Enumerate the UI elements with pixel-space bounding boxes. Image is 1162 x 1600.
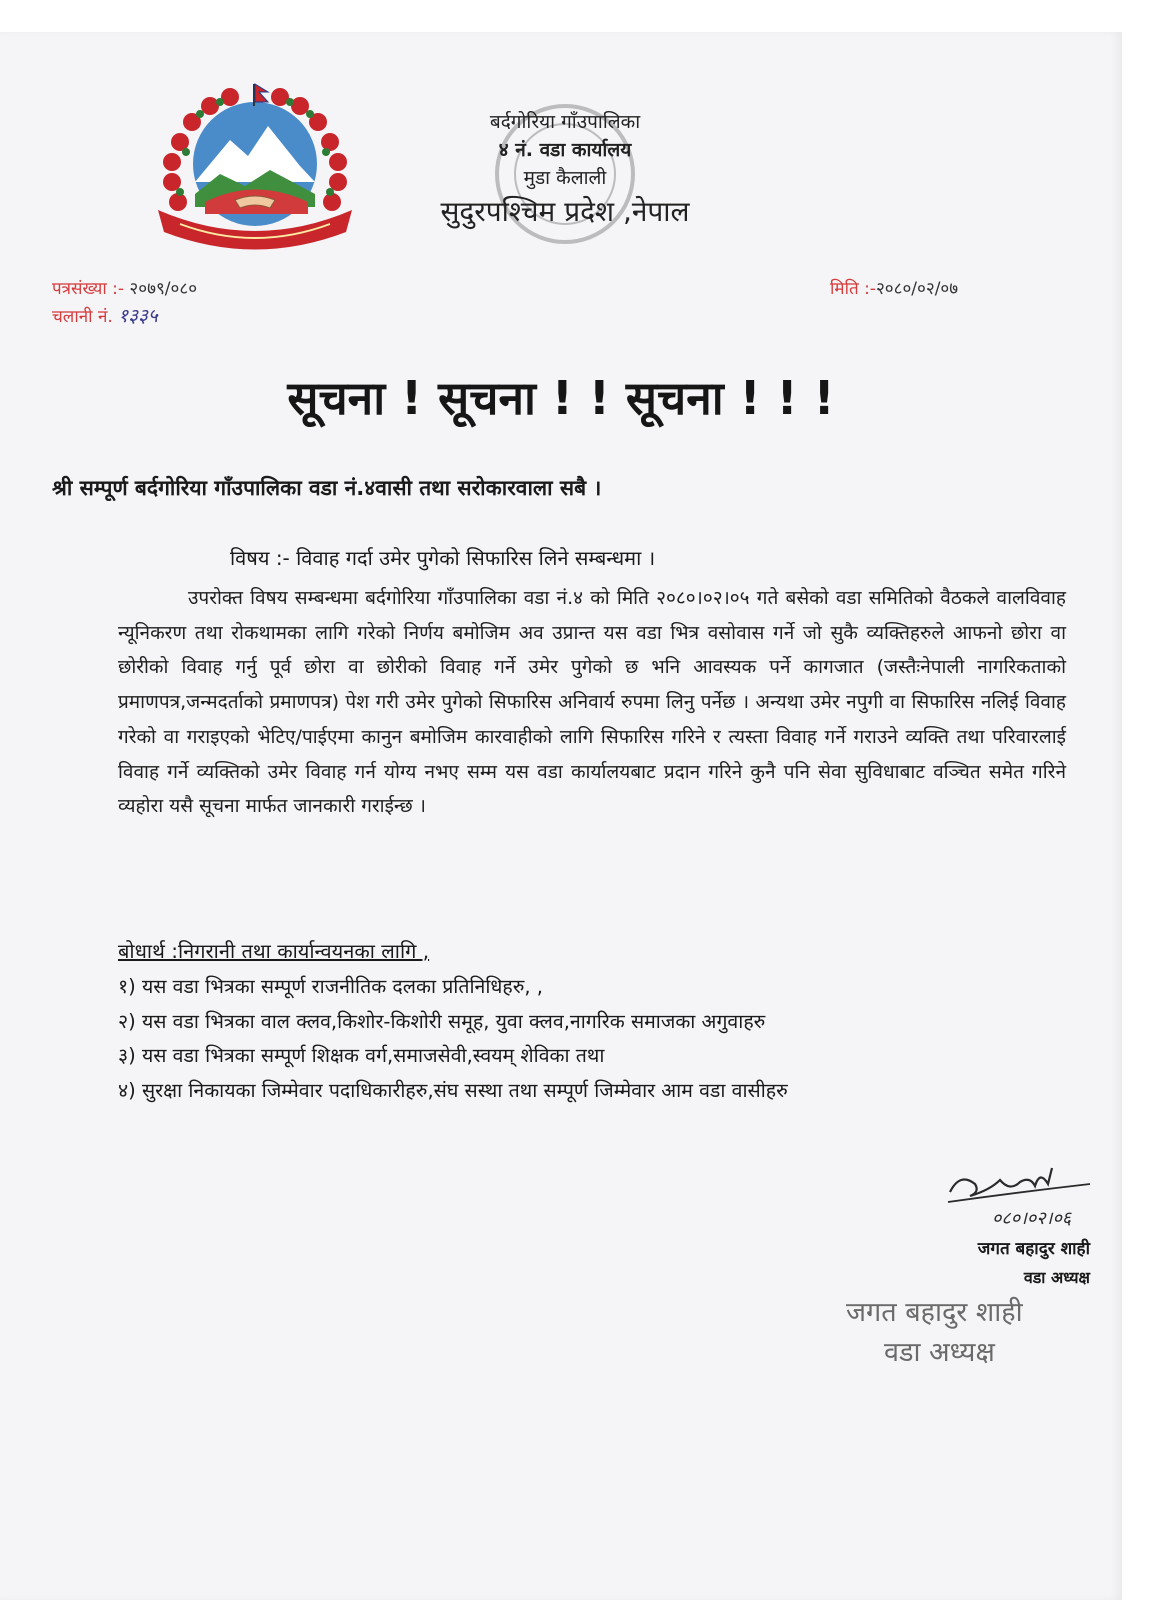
reference-block [52, 276, 197, 331]
cc-heading: बोधार्थ :निगरानी तथा कार्यान्वयनका लागि , [118, 939, 430, 963]
dispatch-number-value: १३३५ [118, 305, 158, 327]
date-label: मिति :- [830, 279, 876, 299]
municipality-name: बर्दगोरिया गाँउपालिका [489, 111, 641, 133]
notice-body: उपरोक्त विषय सम्बन्धमा बर्दगोरिया गाँउपालिका वडा नं.४ को मिति २०८०।०२।०५ गते बसेको वडा समितिको वैठकले वालविवाह न्यूनिकरण तथा रोकथामका लागि गरेको निर्णय बमोजिम अव उप्रान्त यस वडा भित्र वसोवास गर्ने जो सुकै व्यक्तिहरुले आफनो छोरा वा छोरीको विवाह गर्नु पूर्व छोरा वा छोरीको विवाह गर्ने उमेर पुगेको छ भनि आवस्यक पर्ने कागजात (जस्तैःनेपाली नागरिकताको प्रमाणपत्र,जन्मदर्ताको प्रमाणपत्र) पेश गरी उमेर पुगेको सिफारिस अनिवार्य रुपमा लिनु पर्नेछ । अन्यथा उमेर नपुगी वा सिफारिस नलिई विवाह गरेको वा गराइएको भेटिए/पाईएमा कानुन बमोजिम कारवाहीको लागि सिफारिस गरिने र त्यस्ता विवाह गर्ने गराउने व्यक्ति तथा परिवारलाई विवाह गर्ने व्यक्तिको उमेर विवाह गर्न योग्य नभए सम्म यस वडा कार्यालयबाट प्रदान गरिने कुनै पनि सेवा सुविधाबाट वञ्चित समेत गरिने व्यहोरा यसै सूचना मार्फत जानकारी गराईन्छ । [118, 587, 1066, 818]
province-country: सुदुरपश्चिम प्रदेश ,नेपाल [440, 195, 690, 228]
cc-list-item: ४) सुरक्षा निकायका जिम्मेवार पदाधिकारीहरु,संघ सस्था तथा सम्पूर्ण जिम्मेवार आम वडा वासीहरु [118, 1079, 788, 1103]
cc-list-item: २) यस वडा भित्रका वाल क्लव,किशोर-किशोरी समूह, युवा क्लव,नागरिक समाजका अगुवाहरु [118, 1009, 766, 1033]
name-stamp: जगत बहादुर शाही [846, 1297, 1023, 1328]
title-stamp: वडा अध्यक्ष [884, 1337, 995, 1368]
date-block [830, 276, 958, 303]
cc-list-item: ३) यस वडा भित्रका सम्पूर्ण शिक्षक वर्ग,समाजसेवी,स्वयम् शेविका तथा [118, 1044, 605, 1068]
signer-name: जगत बहादुर शाही [977, 1239, 1090, 1259]
dispatch-number-label: चलानी नं. [52, 307, 113, 327]
office-location: मुडा कैलाली [523, 167, 607, 189]
cc-list [118, 970, 1066, 1109]
date-value: २०८०/०२/०७ [875, 279, 959, 299]
ward-office-name: ४ नं. वडा कार्यालय [498, 139, 632, 161]
signature-date: ०८०।०२।०६ [992, 1208, 1072, 1229]
notice-title: सूचना ! सूचना ! ! सूचना ! ! ! [287, 371, 835, 425]
addressee-line: श्री सम्पूर्ण बर्दगोरिया गाँउपालिका वडा नं.४वासी तथा सरोकारवाला सबै । [52, 476, 602, 500]
cc-list-item: १) यस वडा भित्रका सम्पूर्ण राजनीतिक दलका प्रतिनिधिहरु, , [118, 975, 543, 998]
handwritten-signature-icon [940, 1162, 1100, 1232]
letter-number-label: पत्रसंख्या :- [52, 279, 125, 299]
nepal-emblem-icon [150, 82, 360, 252]
office-header [400, 108, 730, 232]
letter-number-value: २०७९/०८० [129, 279, 198, 299]
signer-title: वडा अध्यक्ष [1023, 1268, 1090, 1287]
subject-line: विषय :- विवाह गर्दा उमेर पुगेको सिफारिस लिने सम्बन्धमा । [230, 546, 656, 570]
